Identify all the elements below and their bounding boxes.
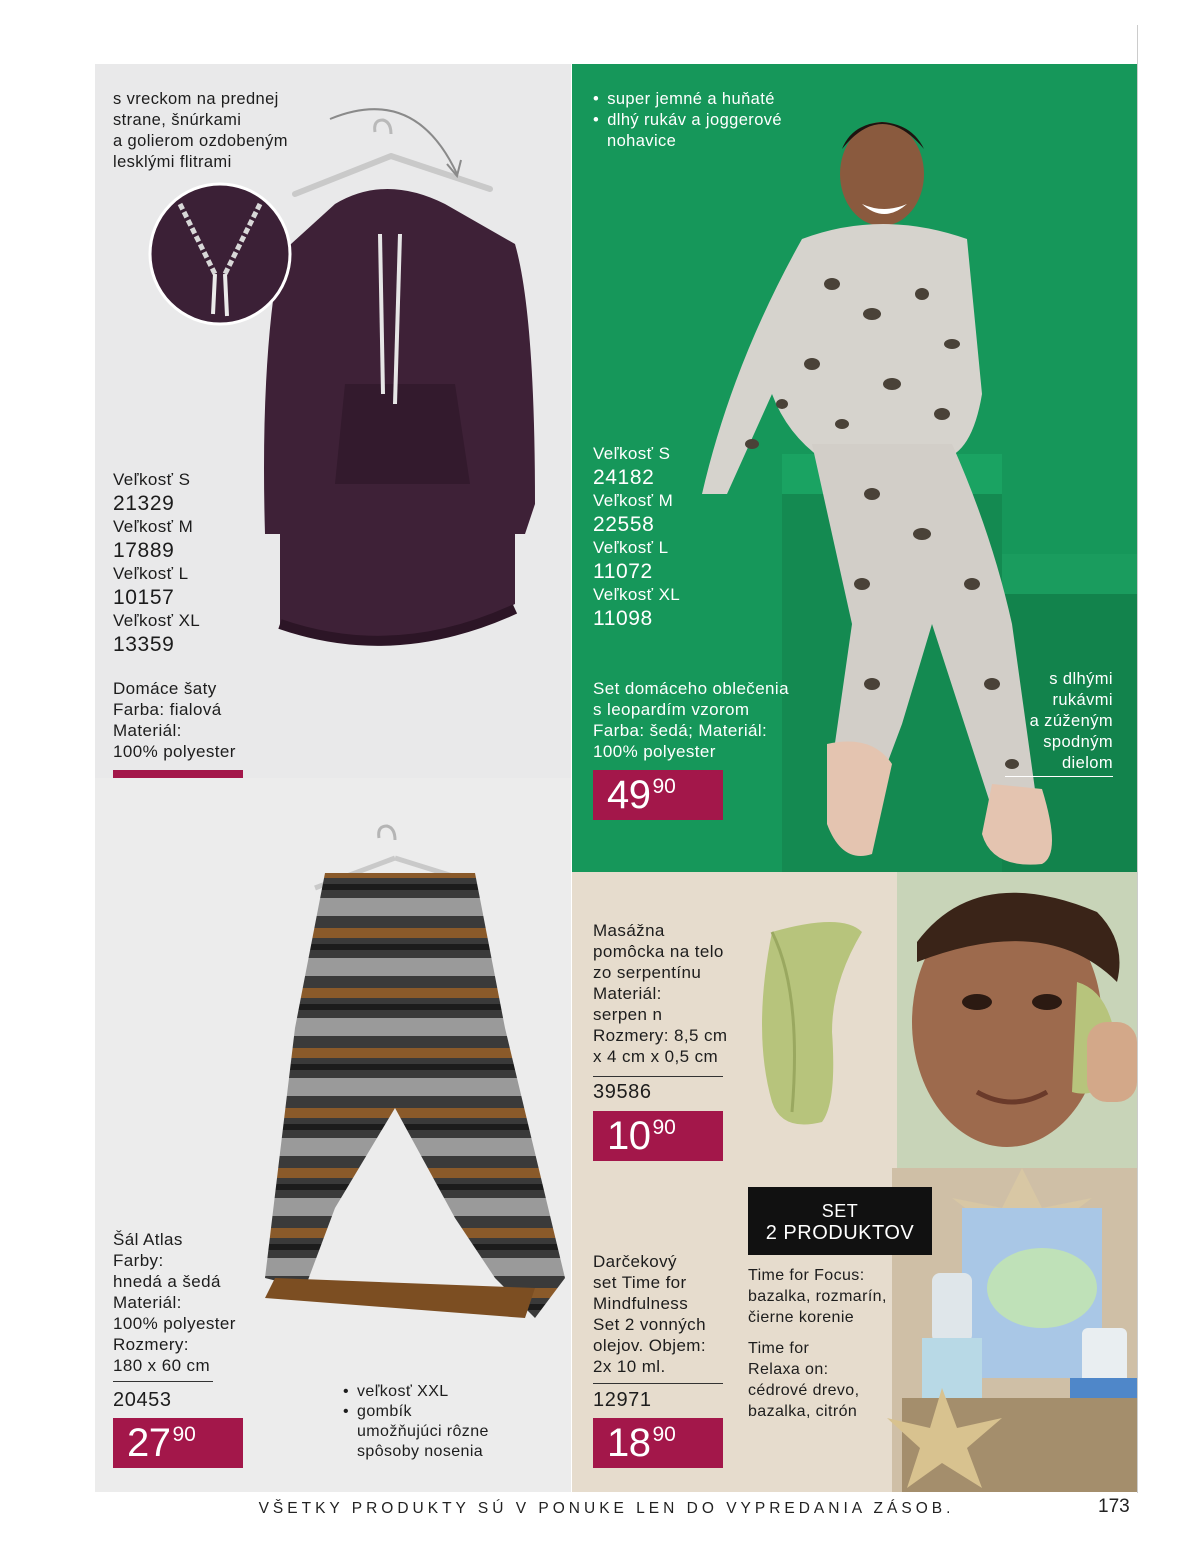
set-badge-line2: 2 PRODUKTOV [765,1222,915,1244]
size-code: 13359 [113,633,175,656]
page-number: 173 [1098,1496,1130,1517]
giftset-variant-line: cédrové drevo, [748,1382,860,1399]
footer-disclaimer: VŠETKY PRODUKTY SÚ V PONUKE LEN DO VYPREDANIA ZÁSOB. [258,1500,955,1517]
pajama-bullets [593,89,782,152]
pajama-description-line: Farba: šedá; Materiál: [593,721,768,740]
massage-description-line: zo serpentínu [593,963,702,982]
massage-rule [593,1076,723,1077]
shawl-description-line: 100% polyester [113,1314,236,1333]
shawl-price-tag [113,1418,243,1468]
price-main: 49 [607,773,651,817]
price-cents: 90 [652,775,676,798]
price-cents: 90 [652,1116,676,1139]
giftset-description-line: Set 2 vonných [593,1315,706,1334]
price-main: 10 [607,1114,651,1158]
shawl-description-line: Rozmery: [113,1335,189,1354]
price-cents: 90 [652,1423,676,1446]
shawl-description-line: hnedá a šedá [113,1272,221,1291]
face-photo-panel [897,872,1137,1168]
pajama-bullet-continued: nohavice [607,132,677,150]
shawl-description-line: Farby: [113,1251,164,1270]
giftset-description-line: Mindfulness [593,1294,689,1313]
giftset-variant-line: bazalka, citrón [748,1403,858,1420]
dress-callout-line: lesklými flitrami [113,153,232,171]
shawl-code: 20453 [113,1389,172,1411]
giftset-variants [748,1265,887,1422]
dress-description-line: Domáce šaty [113,679,217,698]
massage-description-line: Materiál: [593,984,662,1003]
dress-callout-line: a golierom ozdobeným [113,132,288,150]
giftset-variant-line: Relaxa on: [748,1361,829,1378]
shawl-bullet: • veľkosť XXL [343,1382,489,1402]
size-label: Veľkosť XL [113,611,201,630]
model-face-illustration [897,872,1137,1168]
massage-code: 39586 [593,1081,652,1103]
dress-description-line: 100% polyester [113,742,236,761]
size-label: Veľkosť L [113,564,189,583]
massage-description-line: Rozmery: 8,5 cm [593,1026,728,1045]
size-label: Veľkosť M [113,517,194,536]
set-badge [748,1187,932,1255]
size-code: 22558 [593,513,655,536]
shawl-bullet-continued: umožňujúci rôzne [357,1423,489,1440]
dress-description-line: Materiál: [113,721,182,740]
price-main: 27 [127,1421,171,1465]
massage-description-line: pomôcka na telo [593,942,724,961]
size-code: 11072 [593,560,653,583]
pajama-sizes [593,443,680,631]
massage-description-line: Masážna [593,921,665,940]
giftset-description-line: set Time for [593,1273,687,1292]
shawl-bullets [343,1382,489,1462]
pajama-bullet: • dlhý rukáv a joggerové [593,110,782,131]
giftset-variant-line: bazalka, rozmarín, [748,1288,887,1305]
size-label: Veľkosť S [113,470,191,489]
shawl-description-line: Materiál: [113,1293,182,1312]
page-edge-rule [1137,25,1138,1493]
massage-description [593,920,727,1067]
pajama-callout-line: a zúženým [1029,712,1113,730]
pajama-callout-line: spodným [1043,733,1113,751]
pajama-description [593,678,789,762]
giftset-description-line: olejov. Objem: [593,1336,706,1355]
shawl-bullet-continued: spôsoby nosenia [357,1443,484,1460]
size-code: 24182 [593,466,655,489]
giftset-variant-line: Time for Focus: [748,1267,865,1284]
size-label: Veľkosť M [593,491,674,510]
giftset-rule [593,1383,723,1384]
giftset-description [593,1251,706,1377]
massage-price-tag [593,1111,723,1161]
dress-description-line: Farba: fialová [113,700,222,719]
shawl-illustration [95,778,571,1492]
pajama-description-line: s leopardím vzorom [593,700,750,719]
pajama-callout-line: dielom [1061,754,1113,772]
pajama-callout-line: rukávmi [1052,691,1113,709]
shawl-bullet: • gombík [343,1402,489,1422]
giftset-code: 12971 [593,1389,652,1411]
shawl-rule [113,1381,213,1382]
shawl-description [113,1229,236,1376]
giftset-description-line: Darčekový [593,1252,677,1271]
price-cents: 90 [172,1423,196,1446]
dress-callout [113,89,288,173]
size-label: Veľkosť XL [593,585,681,604]
dress-callout-line: s vreckom na prednej [113,90,279,108]
massage-description-line: x 4 cm x 0,5 cm [593,1047,719,1066]
pajama-callout [1000,669,1113,774]
set-badge-line1: SET [821,1201,859,1221]
size-label: Veľkosť L [593,538,669,557]
size-code: 11098 [593,607,653,630]
shawl-panel [95,778,571,1492]
giftset-variant-line: Time for [748,1340,810,1357]
giftset-description-line: 2x 10 ml. [593,1357,666,1376]
pajama-description-line: Set domáceho oblečenia [593,679,789,698]
giftset-price-tag [593,1418,723,1468]
pajama-callout-rule [1005,776,1113,777]
pajama-bullet: • super jemné a huňaté [593,89,782,110]
dress-description [113,678,236,762]
size-code: 17889 [113,539,175,562]
massage-description-line: serpen n [593,1005,663,1024]
pajama-callout-line: s dlhými [1049,670,1113,688]
giftset-variant-line: čierne korenie [748,1309,855,1326]
size-label: Veľkosť S [593,444,671,463]
pajama-price-tag [593,770,723,820]
shawl-description-line: 180 x 60 cm [113,1356,211,1375]
size-code: 10157 [113,586,175,609]
size-code: 21329 [113,492,175,515]
price-main: 18 [607,1421,651,1465]
shawl-description-line: Šál Atlas [113,1230,183,1249]
pajama-description-line: 100% polyester [593,742,716,761]
dress-sizes [113,469,200,657]
dress-callout-line: strane, šnúrkami [113,111,242,129]
